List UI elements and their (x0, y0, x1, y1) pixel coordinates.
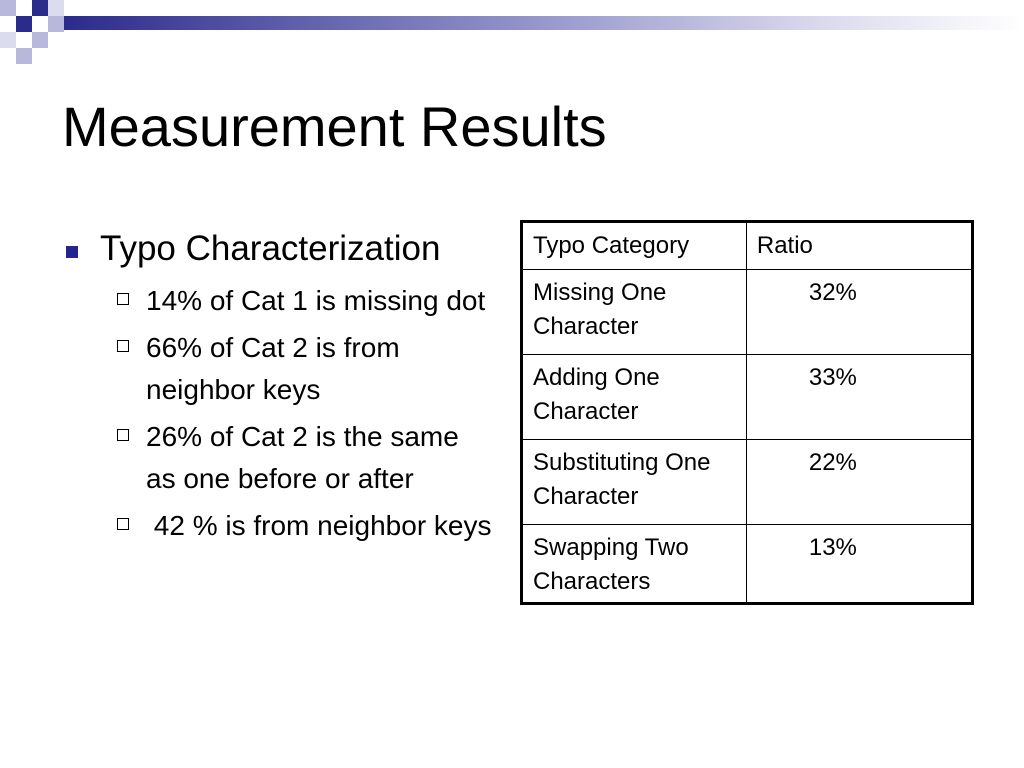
category-cell: Missing One Character (522, 270, 747, 355)
ratio-cell: 13% (746, 525, 972, 604)
typo-category-table (520, 220, 974, 605)
table-row (522, 355, 973, 440)
header-gradient-bar (64, 16, 1024, 30)
deco-square (32, 0, 48, 16)
bullet-typo-characterization (66, 228, 506, 270)
category-cell: Adding One Character (522, 355, 747, 440)
table-row (522, 440, 973, 525)
sub-bullet-text: 66% of Cat 2 is from neighbor keys (146, 332, 400, 405)
hollow-square-bullet-icon (117, 340, 129, 352)
sub-bullet-text: 26% of Cat 2 is the same as one before or after (146, 421, 459, 494)
ratio-cell: 32% (746, 270, 972, 355)
deco-square (32, 32, 48, 48)
deco-square (0, 32, 16, 48)
deco-square (48, 0, 64, 16)
slide-title: Measurement Results (62, 95, 607, 158)
deco-square (0, 0, 16, 16)
ratio-cell: 33% (746, 355, 972, 440)
column-header-ratio: Ratio (746, 222, 972, 270)
sub-bullet (66, 327, 496, 410)
sub-bullet-text: 42 % is from neighbor keys (146, 510, 492, 542)
sub-bullet (66, 280, 496, 321)
hollow-square-bullet-icon (117, 429, 129, 441)
bullet-list (66, 228, 506, 553)
deco-square (16, 16, 32, 32)
category-cell: Substituting One Character (522, 440, 747, 525)
deco-square (48, 16, 64, 32)
ratio-cell: 22% (746, 440, 972, 525)
square-bullet-icon (66, 246, 78, 258)
table-row (522, 525, 973, 604)
deco-square (16, 48, 32, 64)
table-row (522, 270, 973, 355)
sub-bullet-text: 14% of Cat 1 is missing dot (146, 285, 486, 316)
hollow-square-bullet-icon (117, 293, 129, 305)
table-header-row (522, 222, 973, 270)
sub-bullet (66, 416, 496, 499)
category-cell: Swapping Two Characters (522, 525, 747, 604)
bullet-text: Typo Characterization (100, 229, 441, 268)
column-header-category: Typo Category (522, 222, 747, 270)
hollow-square-bullet-icon (117, 518, 129, 530)
sub-bullet (66, 505, 496, 546)
